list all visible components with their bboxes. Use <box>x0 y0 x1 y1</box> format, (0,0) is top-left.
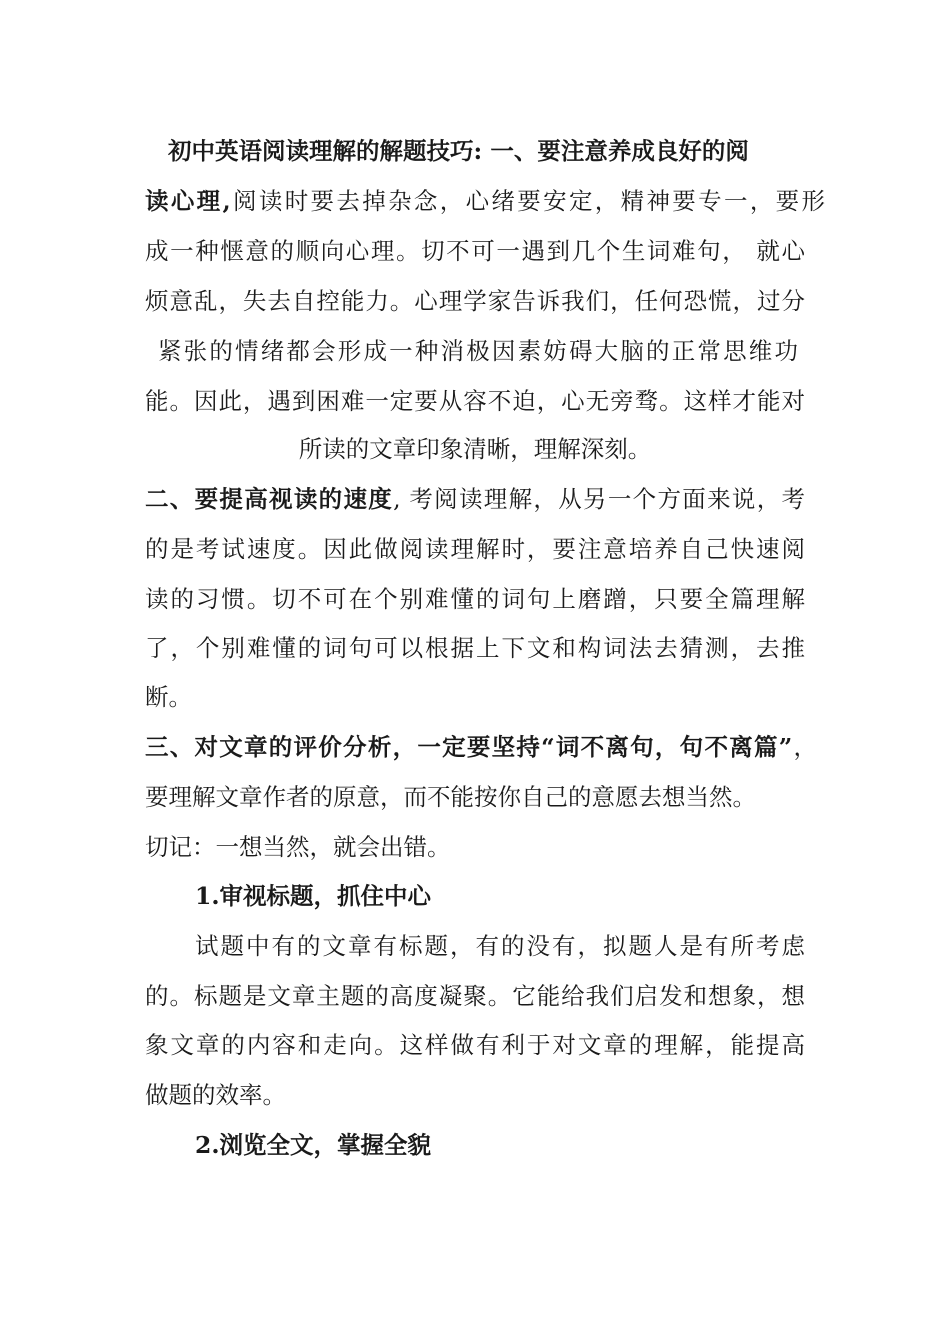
para2-line3: 读的习惯。切不可在个别难懂的词句上磨蹭，只要全篇理解 <box>145 585 805 613</box>
para1-line2 <box>145 176 825 226</box>
section1-line2: 的。标题是文章主题的高度凝聚。它能给我们启发和想象，想 <box>145 982 805 1010</box>
section1-line1: 试题中有的文章有标题，有的没有，拟题人是有所考虑 <box>195 932 805 960</box>
para3-line1-text: ， <box>792 733 817 761</box>
para2-line4: 了，个别难懂的词句可以根据上下文和构词法去猜测，去推 <box>145 634 805 662</box>
para2-line1-text: , 考阅读理解，从另一个方面来说，考 <box>393 485 806 513</box>
section1-line3: 象文章的内容和走向。这样做有利于对文章的理解，能提高 <box>145 1031 805 1059</box>
section1-line4: 做题的效率。 <box>145 1081 286 1109</box>
para1-line2-text: 阅读时要去掉杂念，心绪要安定，精神要专一，要形 <box>230 187 825 215</box>
section2-heading: 2.浏览全文，掌握全貌 <box>195 1131 432 1159</box>
para2-heading: 二、要提高视读的速度 <box>145 485 394 513</box>
para1-line4: 烦意乱，失去自控能力。心理学家告诉我们，任何恐慌，过分 <box>145 287 805 315</box>
para3-heading: 三、对文章的评价分析，一定要坚持“词不离句，句不离篇” <box>145 733 793 761</box>
para3-line3: 切记：一想当然，就会出错。 <box>145 833 451 861</box>
para1-line3: 成一种惬意的顺向心理。切不可一遇到几个生词难句， 就心 <box>145 237 805 265</box>
para1-line7: 所读的文章印象清晰，理解深刻。 <box>298 435 652 463</box>
para2-line1 <box>145 474 805 524</box>
para1-line5: 紧张的情绪都会形成一种消极因素妨碍大脑的正常思维功 <box>158 337 798 365</box>
para1-heading-end: 读心理, <box>145 187 231 215</box>
para3-line2: 要理解文章作者的原意，而不能按你自己的意愿去想当然。 <box>145 783 756 811</box>
para2-line5: 断。 <box>145 683 192 711</box>
section1-heading: 1.审视标题，抓住中心 <box>195 882 432 910</box>
para2-line2: 的是考试速度。因此做阅读理解时，要注意培养自己快速阅 <box>145 535 805 563</box>
para3-line1 <box>145 722 817 772</box>
para1-line6: 能。因此，遇到困难一定要从容不迫，心无旁骛。这样才能对 <box>145 387 805 415</box>
para1-line1: 初中英语阅读理解的解题技巧: 一、要注意养成良好的阅 <box>168 137 749 165</box>
